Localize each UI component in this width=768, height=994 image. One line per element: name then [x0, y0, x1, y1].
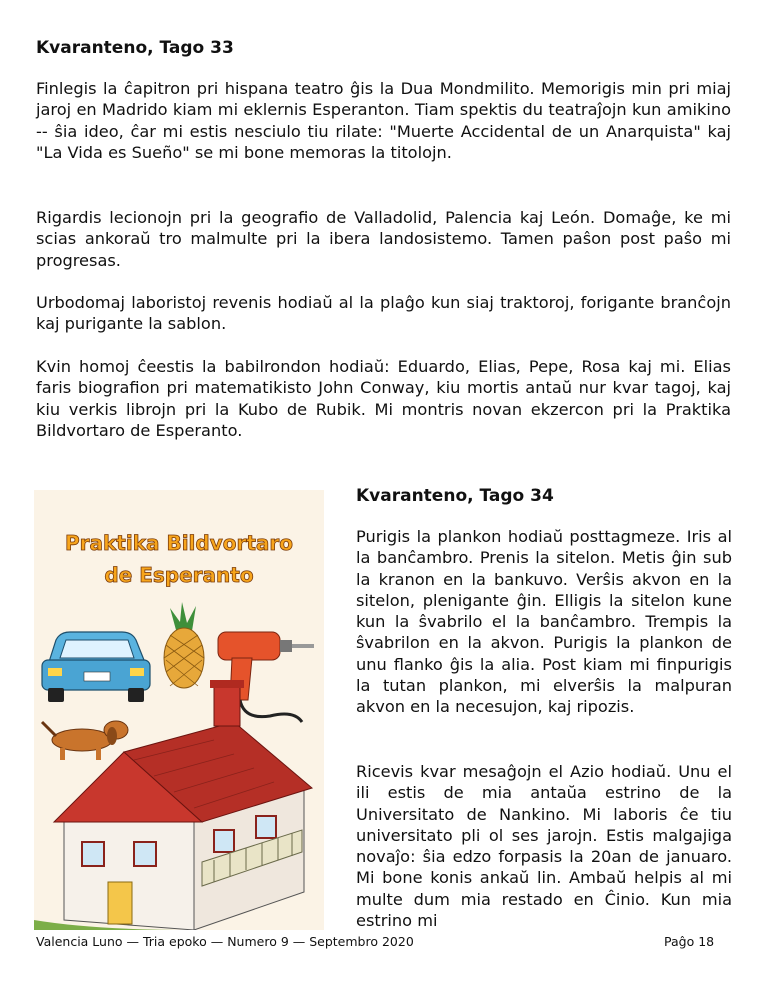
footer-publication: Valencia Luno — Tria epoko — Numero 9 — Septembro 2020	[36, 934, 414, 949]
day34-paragraph-1: Purigis la plankon hodiaŭ posttagmeze. Iris al la banĉambro. Prenis la sitelon. Metis ĝin sub la kranon en la bankuvo. Verŝis akvon en la sitelon, plenigante ĝin. Elligis la sitelon kune kun la ŝvabrilo el la banĉambro. Trempis la ŝvabrilon en la akvon. Purigis la plankon de unu flanko ĝis la alia. Post kiam mi finpurigis la tutan plankon, mi elverŝis la malpuran akvon en la necesujon, kaj ripozis.	[356, 527, 732, 717]
cover-title-line-1: Praktika Bildvortaro	[64, 531, 294, 555]
day33-paragraph-1: Finlegis la ĉapitron pri hispana teatro ĝis la Dua Mondmilito. Memorigis min pri miaj jaroj en Madrido kiam mi eklernis Esperanton. Tiam spektis du teatraĵojn kun amikino -- ŝia ideo, ĉar mi estis nesciulo tiu rilate: "Muerte Accidental de un Anarquista" kaj "La Vida es Sueño" se mi bone memoras la titolojn.	[36, 79, 731, 162]
book-cover-illustration	[34, 490, 324, 930]
day33-paragraph-3: Urbodomaj laboristoj revenis hodiaŭ al la plaĝo kun siaj traktoroj, forigante branĉojn kaj purigante la sablon.	[36, 293, 731, 334]
day34-paragraph-2: Ricevis kvar mesaĝojn el Azio hodiaŭ. Unu el ili estis de mia antaŭa estrino de la Universitato de Nankino. Mi laboris ĉe tiu universitato pli ol ses jarojn. Estis malgajiga novaĵo: ŝia edzo forpasis la 20an de januaro. Mi bone konis ankaŭ lin. Ambaŭ helpis al mi multe dum mia restado en Ĉinio. Kun mia estrino mi	[356, 762, 732, 931]
day34-heading: Kvaranteno, Tago 34	[356, 486, 554, 506]
day33-heading: Kvaranteno, Tago 33	[36, 38, 234, 58]
cover-title-line-2: de Esperanto	[104, 563, 254, 587]
footer-page-number: Paĝo 18	[664, 934, 715, 949]
book-cover-image	[34, 490, 324, 930]
day33-paragraph-2: Rigardis lecionojn pri la geografio de Valladolid, Palencia kaj León. Domaĝe, ke mi scias ankoraŭ tro malmulte pri la ibera landosistemo. Tamen paŝon post paŝo mi progresas.	[36, 208, 731, 270]
day33-paragraph-4: Kvin homoj ĉeestis la babilrondon hodiaŭ: Eduardo, Elias, Pepe, Rosa kaj mi. Elias faris biografion pri matematikisto John Conway, kiu mortis antaŭ nur kvar tagoj, kaj kiu verkis librojn pri la Kubo de Rubik. Mi montris novan ekzercon pri la Praktika Bildvortaro de Esperanto.	[36, 357, 731, 440]
